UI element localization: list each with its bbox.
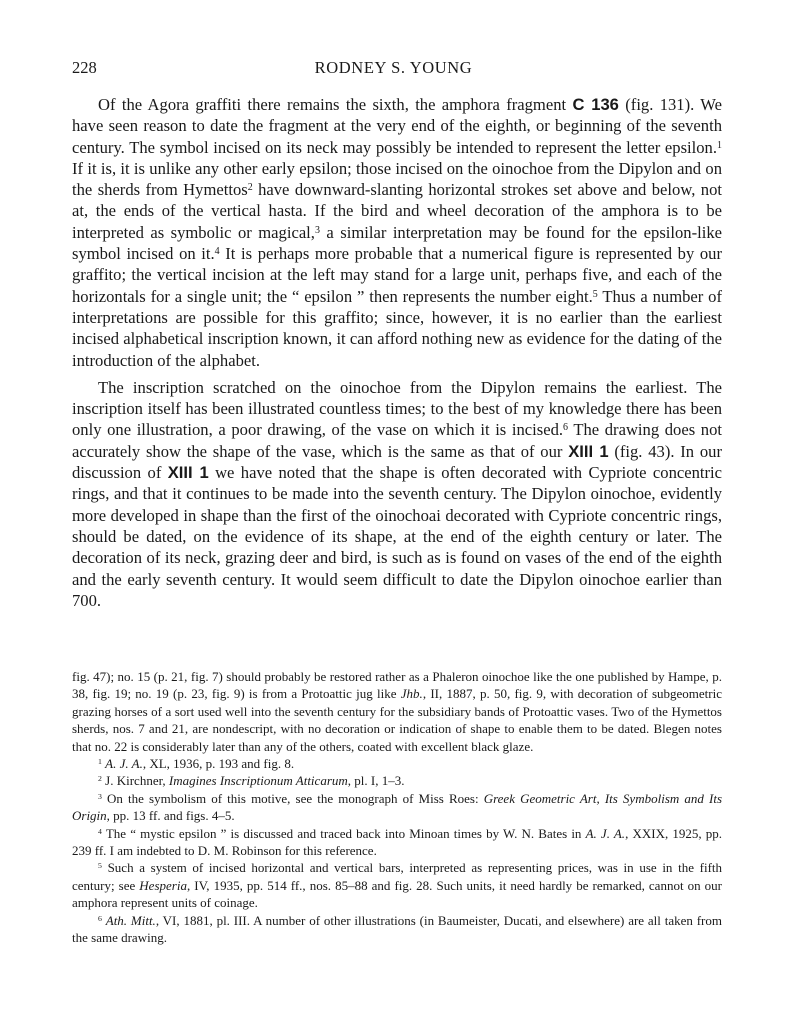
citation-title: Greek Geometric Art, Its Symbolism and Its Origin bbox=[72, 790, 722, 824]
text-run: a similar interpretation may be found for the epsilon-like symbol incised on it. bbox=[72, 222, 722, 264]
citation-title: Jhb. bbox=[400, 686, 423, 702]
footnote-4 bbox=[72, 825, 722, 860]
citation-title: A. J. A. bbox=[105, 756, 143, 772]
text-run: , II, 1887, p. 50, fig. 9, with decoration of subgeometric grazing horses of a sort used well into the seventh century for the subsidiary bands of Protoattic vases. Two of the Hymettos sherds, nos. 7 and 21, are nondescript, with no decoration or indication of shape to enable them to be dated. Blegen notes that no. 22 is considerably later than any of the others, coated with excellent black glaze. bbox=[72, 686, 723, 754]
text-run: , XL, 1936, p. 193 and fig. 8. bbox=[142, 756, 295, 772]
text-run: The inscription scratched on the oinochoe from the Dipylon remains the earliest. The inscription itself has been illustrated countless times; to the best of my knowledge there has been only one illustration, a poor drawing, of the vase on which it is incised. bbox=[72, 377, 722, 440]
footnote-5 bbox=[72, 859, 722, 911]
text-run: On the symbolism of this motive, see the monograph of Miss Roes: bbox=[107, 790, 484, 806]
footnote-ref-5: 5 bbox=[592, 288, 598, 300]
paragraph-2 bbox=[72, 377, 722, 611]
footnote-ref-4: 4 bbox=[214, 246, 220, 258]
footnote-ref-2: 2 bbox=[247, 182, 253, 194]
footnotes bbox=[72, 668, 722, 947]
text-run: , pp. 13 ff. and figs. 4–5. bbox=[106, 808, 235, 824]
footnote-number: 1 bbox=[98, 757, 102, 767]
catalog-ref-xiii1: XIII 1 bbox=[568, 441, 609, 461]
footnote-ref-6: 6 bbox=[563, 422, 569, 434]
footnote-number: 2 bbox=[98, 774, 102, 784]
text-run: It is perhaps more probable that a numerical figure is represented by our graffito; the vertical incision at the left may stand for a large unit, perhaps five, and each of the horizontals for a single unit; the “ epsilon ” then represents the number eight. bbox=[72, 244, 722, 306]
citation-title: Hesperia bbox=[139, 877, 187, 893]
footnote-ref-3: 3 bbox=[314, 224, 320, 236]
main-text bbox=[72, 94, 722, 617]
text-run: If it is, it is unlike any other early epsilon; those incised on the oinochoe from the Dipylon and on the sherds from Hymettos bbox=[72, 158, 722, 200]
footnote-3 bbox=[72, 790, 722, 825]
text-run: (fig. 43). In our discussion of bbox=[72, 441, 722, 483]
citation-title: Imagines Inscriptionum Atticarum bbox=[168, 773, 348, 789]
text-run: The drawing does not accurately show the shape of the vase, which is the same as that of our bbox=[72, 420, 722, 461]
footnote-6 bbox=[72, 912, 722, 947]
text-run: , VI, 1881, pl. III. A number of other illustrations (in Baumeister, Ducati, and elsewhere) are all taken from the same drawing. bbox=[72, 912, 722, 946]
footnote-continuation bbox=[72, 668, 722, 755]
catalog-ref-c136: C 136 bbox=[572, 95, 619, 114]
text-run: (fig. 131). We have seen reason to date the fragment at the very end of the eighth, or beginning of the seventh century. The symbol incised on its neck may possibly be intended to represent the letter epsilon. bbox=[72, 95, 723, 157]
catalog-ref-xiii1: XIII 1 bbox=[167, 463, 209, 483]
text-run: , XXIX, 1925, pp. 239 ff. I am indebted to D. M. Robinson for this reference. bbox=[72, 825, 723, 859]
page-header bbox=[72, 58, 715, 82]
text-run: have downward-slanting horizontal strokes set above and below, not at, the ends of the vertical hasta. If the bird and wheel decoration of the amphora is to be interpreted as symbolic or magical, bbox=[72, 180, 722, 242]
text-run: fig. 47); no. 15 (p. 21, fig. 7) should probably be restored rather as a Phaleron oinochoe like the one published by Hampe, p. 38, fig. 19; no. 19 (p. 23, fig. 9) is from a Protoattic jug like bbox=[72, 669, 722, 702]
citation-title: A. J. A. bbox=[585, 825, 626, 841]
footnote-number: 5 bbox=[98, 861, 102, 871]
text-run: Such a system of incised horizontal and vertical bars, interpreted as representing prices, was in use in the fifth century; see bbox=[72, 860, 723, 893]
citation-title: Ath. Mitt. bbox=[105, 912, 156, 928]
footnote-number: 6 bbox=[98, 913, 102, 923]
text-run: , pl. I, 1–3. bbox=[347, 773, 405, 789]
text-run: , IV, 1935, pp. 514 ff., nos. 85–88 and fig. 28. Such units, it need hardly be remarked, cannot on our amphora represent units of coinage. bbox=[72, 877, 722, 911]
footnote-2 bbox=[72, 772, 722, 789]
footnote-number: 4 bbox=[98, 826, 102, 836]
text-run: Of the Agora graffiti there remains the sixth, the amphora fragment bbox=[98, 95, 573, 114]
footnote-1 bbox=[72, 755, 722, 772]
text-run: J. Kirchner, bbox=[105, 773, 169, 789]
paragraph-1 bbox=[72, 94, 722, 371]
page-number: 228 bbox=[72, 58, 97, 77]
footnote-ref-1: 1 bbox=[717, 139, 722, 151]
text-run: The “ mystic epsilon ” is discussed and traced back into Minoan times by W. N. Bates in bbox=[105, 825, 586, 841]
footnote-number: 3 bbox=[98, 791, 102, 801]
text-run: Thus a number of interpretations are possible for this graffito; since, however, it is no earlier than the earliest incised alphabetical inscription known, it can afford nothing new as evidence for the dating of the introduction of the alphabet. bbox=[72, 286, 722, 370]
text-run: we have noted that the shape is often decorated with Cypriote concentric rings, and that it continues to be made into the seventh century. The Dipylon oinochoe, evidently more developed in shape than the first of the oinochoai decorated with Cypriote concentric rings, should be dated, on the evidence of its shape, at the end of the eighth century or later. The decoration of its neck, grazing deer and bird, is such as is found on vases of the end of the eighth and the early seventh century. It would seem difficult to date the Dipylon oinochoe earlier than 700. bbox=[72, 463, 723, 610]
running-head: RODNEY S. YOUNG bbox=[314, 58, 473, 77]
